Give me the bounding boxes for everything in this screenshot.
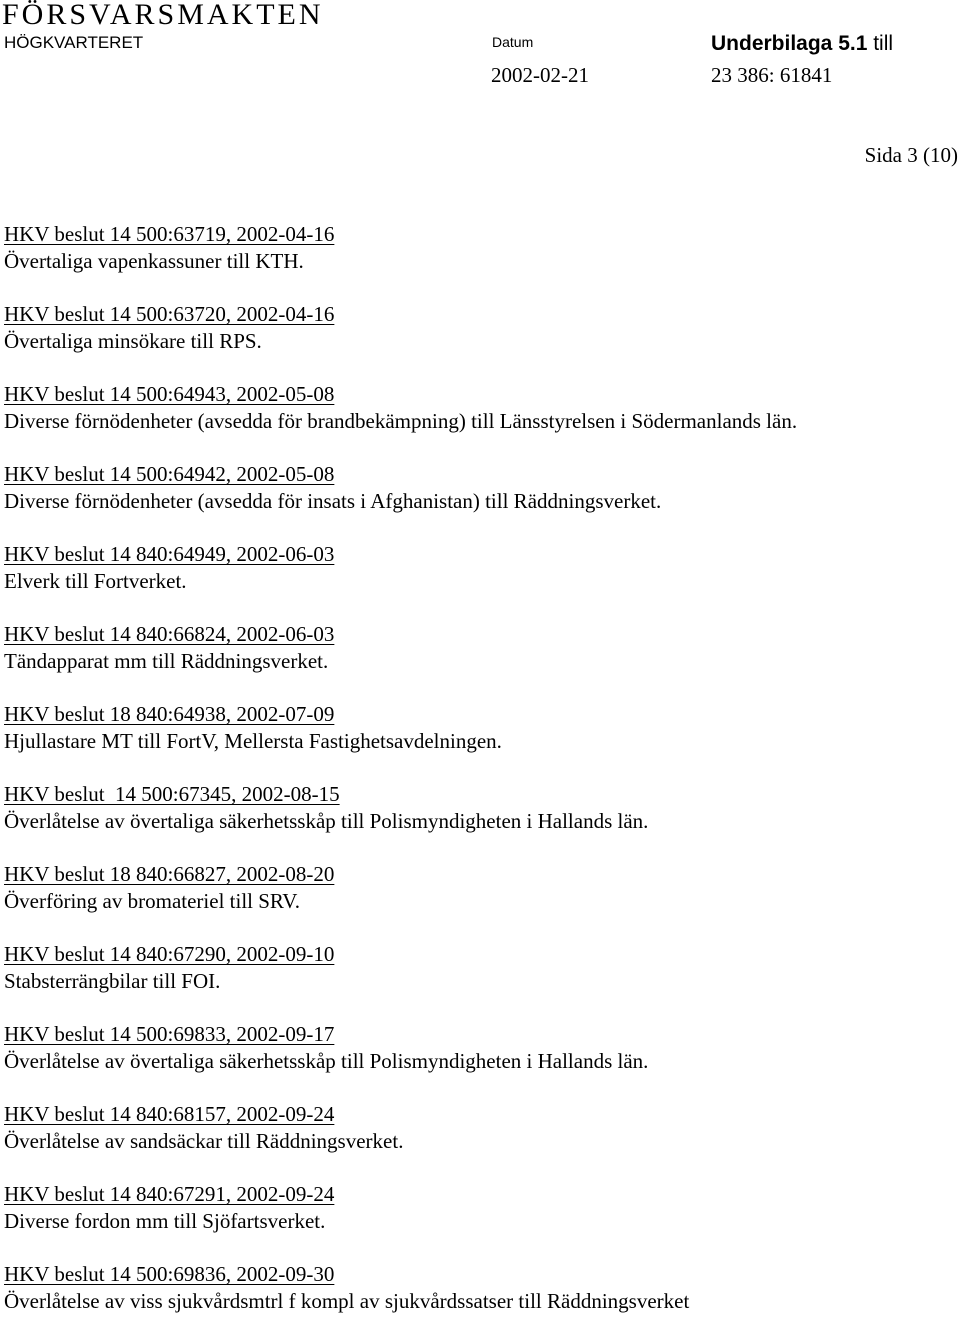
decision-description: Övertaliga minsökare till RPS.	[4, 329, 262, 353]
decision-description: Tändapparat mm till Räddningsverket.	[4, 649, 329, 673]
decision-title: HKV beslut 14 500:69833, 2002-09-17	[4, 1022, 335, 1046]
appendix-suffix: till	[867, 32, 894, 55]
decision-title: HKV beslut 14 840:64949, 2002-06-03	[4, 542, 335, 566]
decision-description: Diverse förnödenheter (avsedda för insats i Afghanistan) till Räddningsverket.	[4, 489, 662, 513]
decision-entry	[4, 381, 956, 461]
decision-description: Hjullastare MT till FortV, Mellersta Fastighetsavdelningen.	[4, 729, 502, 753]
decision-entry	[4, 221, 956, 301]
page-indicator: Sida 3 (10)	[864, 143, 958, 167]
decision-title: HKV beslut 14 500:63719, 2002-04-16	[4, 222, 335, 246]
decision-title: HKV beslut 14 840:67290, 2002-09-10	[4, 942, 335, 966]
decision-title: HKV beslut 14 500:63720, 2002-04-16	[4, 302, 335, 326]
decision-title: HKV beslut 14 500:64942, 2002-05-08	[4, 462, 335, 486]
decision-entry	[4, 1181, 956, 1261]
decision-title: HKV beslut 18 840:66827, 2002-08-20	[4, 862, 335, 886]
decision-title: HKV beslut 14 840:68157, 2002-09-24	[4, 1102, 335, 1126]
decision-entry	[4, 301, 956, 381]
department-name: HÖGKVARTERET	[4, 33, 144, 52]
decision-title: HKV beslut 14 840:67291, 2002-09-24	[4, 1182, 335, 1206]
decision-title: HKV beslut 14 840:66824, 2002-06-03	[4, 622, 335, 646]
decision-entry	[4, 541, 956, 621]
decision-entry	[4, 861, 956, 941]
decision-entry	[4, 701, 956, 781]
decision-description: Stabsterrängbilar till FOI.	[4, 969, 221, 993]
decision-entry	[4, 461, 956, 541]
decision-entry	[4, 781, 956, 861]
decision-description: Övertaliga vapenkassuner till KTH.	[4, 249, 304, 273]
decision-description: Elverk till Fortverket.	[4, 569, 187, 593]
decision-title: HKV beslut 14 500:67345, 2002-08-15	[4, 782, 340, 806]
decision-title: HKV beslut 18 840:64938, 2002-07-09	[4, 702, 335, 726]
decision-title: HKV beslut 14 500:69836, 2002-09-30	[4, 1262, 335, 1286]
appendix-label: Underbilaga 5.1	[711, 32, 868, 55]
decision-list	[4, 221, 956, 1341]
organization-name: FÖRSVARSMAKTEN	[2, 0, 324, 31]
decision-description: Överlåtelse av viss sjukvårdsmtrl f kompl av sjukvårdssatser till Räddningsverket	[4, 1289, 690, 1313]
decision-description: Diverse förnödenheter (avsedda för brandbekämpning) till Länsstyrelsen i Södermanlands län.	[4, 409, 798, 433]
decision-description: Överlåtelse av övertaliga säkerhetsskåp till Polismyndigheten i Hallands län.	[4, 1049, 649, 1073]
decision-entry	[4, 621, 956, 701]
decision-entry	[4, 1261, 956, 1341]
date-label: Datum	[492, 34, 534, 50]
decision-entry	[4, 1021, 956, 1101]
appendix-heading	[711, 31, 893, 57]
decision-entry	[4, 1101, 956, 1181]
decision-title: HKV beslut 14 500:64943, 2002-05-08	[4, 382, 335, 406]
decision-description: Diverse fordon mm till Sjöfartsverket.	[4, 1209, 326, 1233]
reference-number: 23 386: 61841	[711, 63, 833, 87]
decision-entry	[4, 941, 956, 1021]
decision-description: Överföring av bromateriel till SRV.	[4, 889, 300, 913]
document-date: 2002-02-21	[491, 63, 589, 87]
decision-description: Överlåtelse av övertaliga säkerhetsskåp till Polismyndigheten i Hallands län.	[4, 809, 649, 833]
decision-description: Överlåtelse av sandsäckar till Räddningsverket.	[4, 1129, 404, 1153]
